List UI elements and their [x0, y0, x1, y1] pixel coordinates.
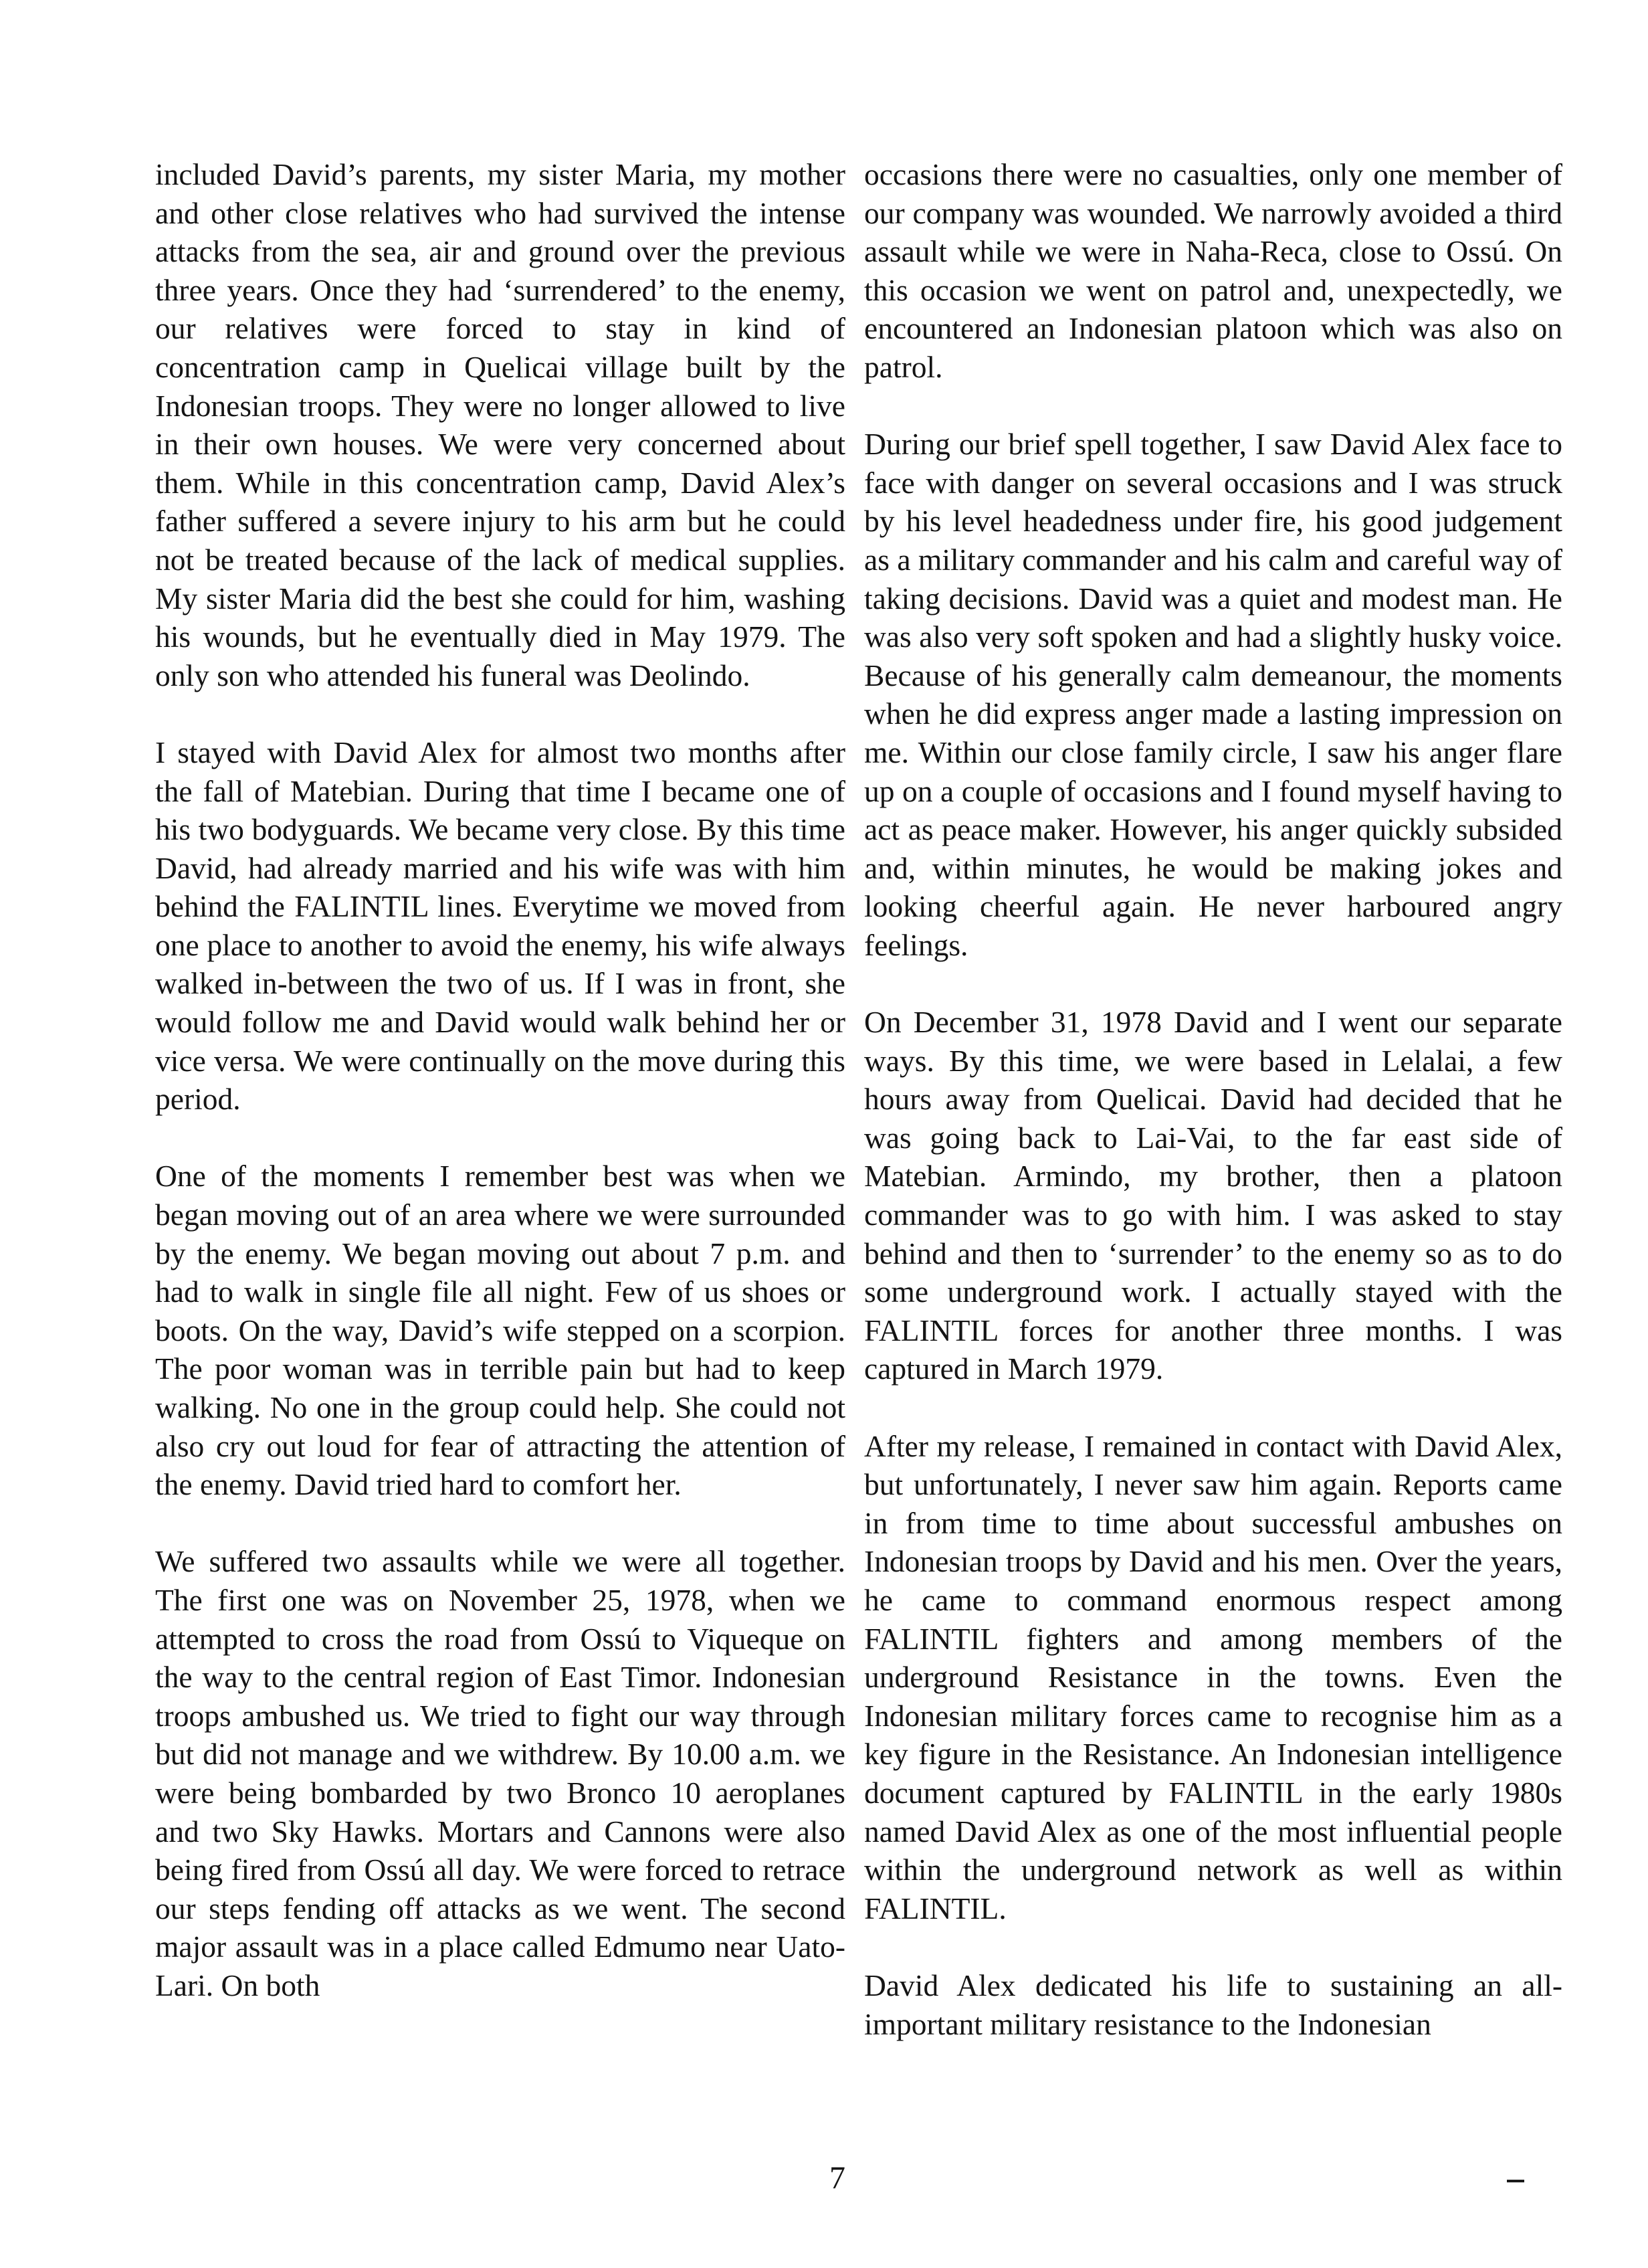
scan-mark	[1507, 2180, 1524, 2182]
right-text-column	[864, 155, 1562, 2043]
paragraph-assaults: We suffered two assaults while we were all together. The first one was on November 25, 1978, when we attempted to cross the road from Ossú to Viqueque on the way to the central region of East Timor. Indonesian troops ambushed us. We tried to fight our way through but did not manage and we withdrew. By 10.00 a.m. we were being bombarded by two Bronco 10 aeroplanes and two Sky Hawks. Mortars and Cannons were also being fired from Ossú all day. We were forced to retrace our steps fending off attacks as we went. The second major assault was in a place called Edmumo near Uato-Lari. On both	[155, 1544, 845, 2002]
page-number: 7	[829, 2160, 845, 2196]
left-text-column	[155, 155, 845, 2005]
paragraph-scorpion: One of the moments I remember best was when we began moving out of an area where we were surrounded by the enemy. We began moving out about 7 p.m. and had to walk in single file all night. Few of us shoes or boots. On the way, David’s wife stepped on a scorpion. The poor woman was in terrible pain but had to keep walking. No one in the group could help. She could not also cry out loud for fear of attracting the attention of the enemy. David tried hard to comfort her.	[155, 1159, 845, 1502]
paragraph-dedication: David Alex dedicated his life to sustaining an all-important military resistance to the Indonesian	[864, 1968, 1562, 2041]
paragraph-casualties: occasions there were no casualties, only one member of our company was wounded. We narrowly avoided a third assault while we were in Naha-Reca, close to Ossú. On this occasion we went on patrol and, unexpectedly, we encountered an Indonesian platoon which was also on patrol.	[864, 157, 1562, 384]
paragraph-separate-ways: On December 31, 1978 David and I went our separate ways. By this time, we were based in Lelalai, a few hours away from Quelicai. David had decided that he was going back to Lai-Vai, to the far east side of Matebian. Armindo, my brother, then a platoon commander was to go with him. I was asked to stay behind and then to ‘surrender’ to the enemy so as to do some underground work. I actually stayed with the FALINTIL forces for another three months. I was captured in March 1979.	[864, 1005, 1562, 1386]
paragraph-after-release: After my release, I remained in contact with David Alex, but unfortunately, I never saw him again. Reports came in from time to time about successful ambushes on Indonesian troops by David and his men. Over the years, he came to command enormous respect among FALINTIL fighters and among members of the underground Resistance in the towns. Even the Indonesian military forces came to recognise him as a key figure in the Resistance. An Indonesian intelligence document captured by FALINTIL in the early 1980s named David Alex as one of the most influential people within the underground network as well as within FALINTIL.	[864, 1428, 1562, 1925]
paragraph-bodyguard: I stayed with David Alex for almost two months after the fall of Matebian. During that time I became one of his two bodyguards. We became very close. By this time David, had already married and his wife was with him behind the FALINTIL lines. Everytime we moved from one place to another to avoid the enemy, his wife always walked in-between the two of us. If I was in front, she would follow me and David would walk behind her or vice versa. We were continually on the move during this period.	[155, 735, 845, 1117]
paragraph-family-concentration-camp: included David’s parents, my sister Maria, my mother and other close relatives who had survived the intense attacks from the sea, air and ground over the previous three years. Once they had ‘surrendered’ to the enemy, our relatives were forced to stay in kind of concentration camp in Quelicai village built by the Indonesian troops. They were no longer allowed to live in their own houses. We were very concerned about them. While in this concentration camp, David Alex’s father suffered a severe injury to his arm but he could not be treated because of the lack of medical supplies. My sister Maria did the best she could for him, washing his wounds, but he eventually died in May 1979. The only son who attended his funeral was Deolindo.	[155, 157, 845, 692]
paragraph-character: During our brief spell together, I saw David Alex face to face with danger on several occasions and I was struck by his level headedness under fire, his good judgement as a military commander and his calm and careful way of taking decisions. David was a quiet and modest man. He was also very soft spoken and had a slightly husky voice. Because of his generally calm demeanour, the moments when he did express anger made a lasting impression on me. Within our close family circle, I saw his anger flare up on a couple of occasions and I found myself having to act as peace maker. However, his anger quickly subsided and, within minutes, he would be making jokes and looking cheerful again. He never harboured angry feelings.	[864, 427, 1562, 962]
